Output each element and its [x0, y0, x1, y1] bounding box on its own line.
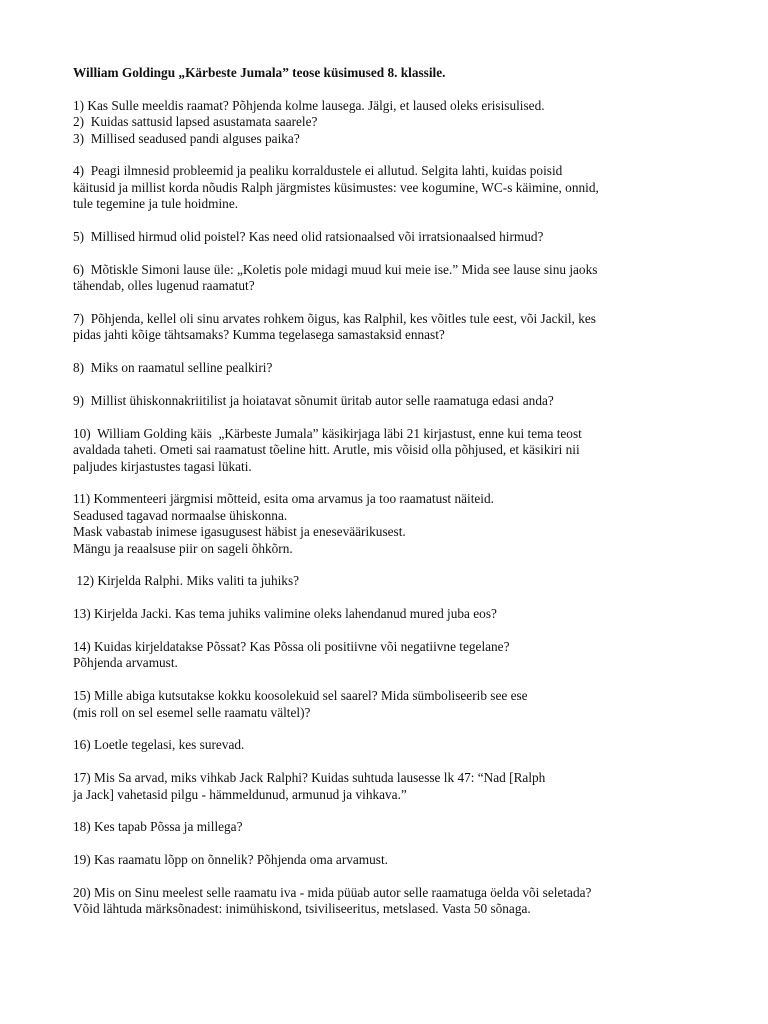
question-line: 8) Miks on raamatul selline pealkiri? [73, 360, 273, 376]
question-block [73, 737, 713, 753]
question-line: avaldada taheti. Ometi sai raamatust tõeline hitt. Arutle, mis võisid olla põhjused, et käsikiri nii [73, 442, 580, 458]
question-line: (mis roll on sel esemel selle raamatu vältel)? [73, 704, 311, 720]
question-line: 6) Mõtiskle Simoni lause üle: „Koletis pole midagi muud kui meie ise.” Mida see lause sinu jaoks [73, 261, 598, 277]
question-block [73, 393, 713, 409]
question-line: 17) Mis Sa arvad, miks vihkab Jack Ralphi? Kuidas suhtuda lausesse lk 47: “Nad [Ralph [73, 770, 546, 786]
question-line: 15) Mille abiga kutsutakse kokku koosolekuid sel saarel? Mida sümboliseerib see ese [73, 688, 528, 704]
question-block [73, 885, 713, 918]
question-line: 19) Kas raamatu lõpp on õnnelik? Põhjenda oma arvamust. [73, 852, 388, 868]
question-block [73, 262, 713, 295]
document-title: William Goldingu „Kärbeste Jumala” teose küsimused 8. klassile. [73, 65, 446, 80]
question-line: 11) Kommenteeri järgmisi mõtteid, esita oma arvamus ja too raamatust näiteid. [73, 491, 494, 507]
question-block [73, 163, 713, 212]
question-block [73, 639, 713, 672]
question-line: tähendab, olles lugenud raamatut? [73, 278, 255, 294]
question-block [73, 819, 713, 835]
question-block [73, 852, 713, 868]
question-line: 1) Kas Sulle meeldis raamat? Põhjenda kolme lausega. Jälgi, et laused oleks erisisulised. [73, 97, 545, 113]
question-line: 12) Kirjelda Ralphi. Miks valiti ta juhiks? [73, 573, 300, 589]
question-block [73, 573, 713, 589]
question-line: Seadused tagavad normaalse ühiskonna. [73, 507, 288, 523]
question-line: 16) Loetle tegelasi, kes surevad. [73, 737, 245, 753]
question-line: Võid lähtuda märksõnadest: inimühiskond, tsiviliseeritus, metslased. Vasta 50 sõnaga. [73, 901, 531, 917]
question-line: paljudes kirjastustes tagasi lükati. [73, 458, 252, 474]
question-block [73, 426, 713, 475]
question-line: ja Jack] vahetasid pilgu - hämmeldunud, armunud ja vihkava.” [73, 786, 407, 802]
question-block [73, 229, 713, 245]
question-block [73, 491, 713, 557]
document-page [73, 65, 713, 934]
question-block [73, 98, 713, 147]
question-line: 2) Kuidas sattusid lapsed asustamata saarele? [73, 114, 318, 130]
question-line: tule tegemine ja tule hoidmine. [73, 196, 239, 212]
question-block [73, 360, 713, 376]
question-line: 9) Millist ühiskonnakriitilist ja hoiatavat sõnumit üritab autor selle raamatuga edasi anda? [73, 393, 554, 409]
question-line: 14) Kuidas kirjeldatakse Põssat? Kas Põssa oli positiivne või negatiivne tegelane? [73, 639, 510, 655]
question-block [73, 688, 713, 721]
question-line: 7) Põhjenda, kellel oli sinu arvates rohkem õigus, kas Ralphil, kes võitles tule eest, või Jackil, kes [73, 311, 596, 327]
question-block [73, 770, 713, 803]
question-line: pidas jahti kõige tähtsamaks? Kumma tegelasega samastaksid ennast? [73, 327, 445, 343]
question-block [73, 606, 713, 622]
question-line: 5) Millised hirmud olid poistel? Kas need olid ratsionaalsed või irratsionaalsed hirmud? [73, 229, 544, 245]
question-line: käitusid ja millist korda nõudis Ralph järgmistes küsimustes: vee kogumine, WC-s käimine, onnid, [73, 179, 599, 195]
question-line: 20) Mis on Sinu meelest selle raamatu iva - mida püüab autor selle raamatuga öelda või seletada? [73, 885, 592, 901]
question-list [73, 98, 713, 918]
question-line: 4) Peagi ilmnesid probleemid ja pealiku korraldustele ei allutud. Selgita lahti, kuidas poisid [73, 163, 563, 179]
question-line: Põhjenda arvamust. [73, 655, 178, 671]
question-line: 13) Kirjelda Jacki. Kas tema juhiks valimine oleks lahendanud mured juba eos? [73, 606, 497, 622]
question-line: 18) Kes tapab Põssa ja millega? [73, 819, 243, 835]
question-block [73, 311, 713, 344]
question-line: Mask vabastab inimese igasugusest häbist ja eneseväärikusest. [73, 524, 406, 540]
question-line: 10) William Golding käis „Kärbeste Jumala” käsikirjaga läbi 21 kirjastust, enne kui tema teost [73, 425, 582, 441]
question-line: Mängu ja reaalsuse piir on sageli õhkõrn. [73, 540, 293, 556]
question-line: 3) Millised seadused pandi alguses paika? [73, 130, 300, 146]
